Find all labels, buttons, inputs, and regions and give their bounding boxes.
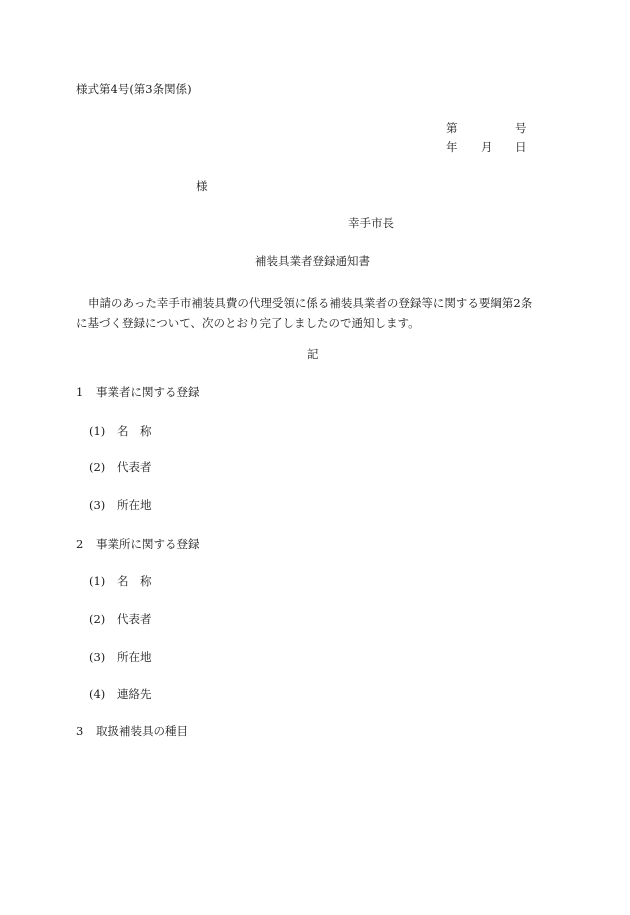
date-day-label: 日 [515,140,527,154]
document-number-suffix: 号 [515,121,527,135]
section-2-item-4-number: (4) [89,687,106,701]
notice-body [76,293,556,333]
section-1-item-3-number: (3) [89,498,106,512]
section-2-label: 事業所に関する登録 [96,537,200,551]
section-3-number: 3 [76,724,84,738]
notice-body-line-1: 申請のあった幸手市補装具費の代理受領に係る補装具業者の登録等に関する要綱第2条 [88,296,533,310]
section-1-item-3-label: 所在地 [117,498,152,512]
section-2-item-2-number: (2) [89,612,106,626]
section-2-number: 2 [76,537,84,551]
section-1-item-1-label: 名 称 [117,424,152,438]
issuer-name: 幸手市長 [348,216,394,230]
section-1-item-1-number: (1) [89,424,106,438]
section-2-item-1-number: (1) [89,574,106,588]
section-3-label: 取扱補装具の種目 [96,724,188,738]
document-number-prefix: 第 [446,121,458,135]
form-number: 様式第4号(第3条関係) [76,82,192,96]
section-1-number: 1 [76,385,84,399]
date-year-label: 年 [446,140,458,154]
section-2-item-2-label: 代表者 [117,612,152,626]
section-2-item-4-label: 連絡先 [117,687,152,701]
ki-marker: 記 [307,347,319,361]
section-1-label: 事業者に関する登録 [96,385,200,399]
section-2-item-3-label: 所在地 [117,650,152,664]
section-2-item-3-number: (3) [89,650,106,664]
document-title: 補装具業者登録通知書 [255,254,370,268]
addressee-honorific: 様 [196,179,208,193]
notice-body-line-2: に基づく登録について、次のとおり完了しましたので通知します。 [76,316,420,330]
section-2-item-1-label: 名 称 [117,574,152,588]
date-month-label: 月 [481,140,493,154]
section-1-item-2-number: (2) [89,460,106,474]
section-1-item-2-label: 代表者 [117,460,152,474]
